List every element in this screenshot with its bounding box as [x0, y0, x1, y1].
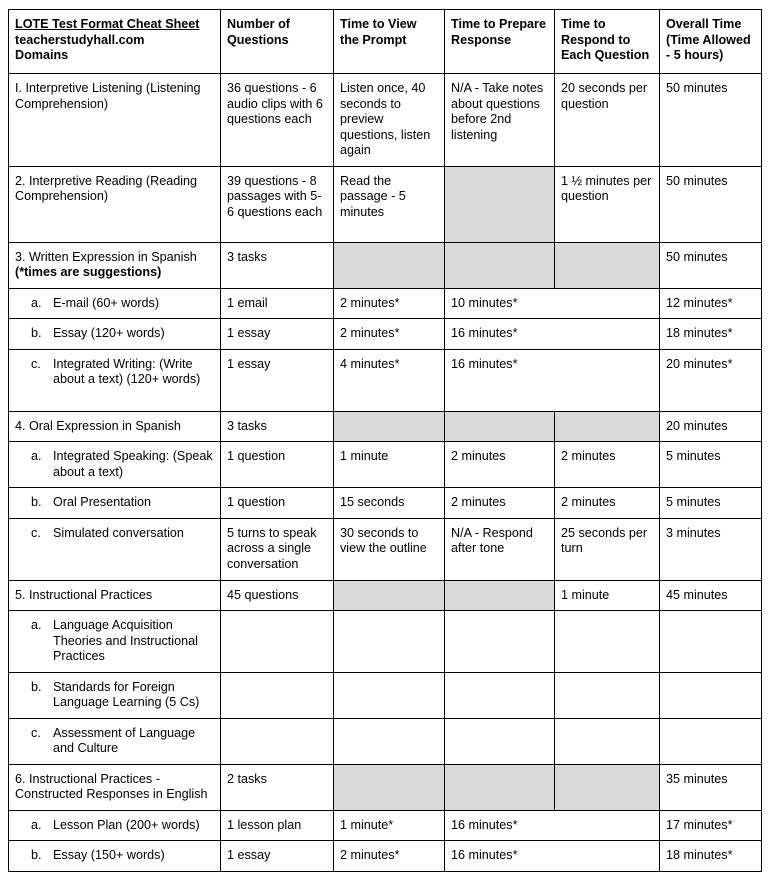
prepare-cell-empty — [445, 580, 555, 611]
view-cell-empty — [334, 764, 445, 810]
questions-cell: 1 question — [221, 488, 334, 519]
table-row — [9, 810, 762, 841]
domain-label: Lesson Plan (200+ words) — [53, 817, 200, 832]
questions-cell-empty — [221, 718, 334, 764]
domains-header: Domains — [15, 48, 69, 62]
overall-cell: 20 minutes* — [660, 349, 762, 411]
overall-cell: 45 minutes — [660, 580, 762, 611]
header-prepare: Time to Prepare Response — [445, 10, 555, 74]
header-overall: Overall Time (Time Allowed - 5 hours) — [660, 10, 762, 74]
domain-label: Integrated Speaking: (Speak about a text) — [53, 449, 213, 479]
respond-cell: 2 minutes — [555, 442, 660, 488]
domain-cell: I. Interpretive Listening (Listening Comprehension) — [9, 74, 221, 167]
table-row — [9, 74, 762, 167]
questions-cell: 39 questions - 8 passages with 5-6 questions each — [221, 166, 334, 242]
item-letter: a. — [31, 295, 42, 310]
domain-cell — [9, 319, 221, 350]
respond-cell-empty — [555, 242, 660, 288]
questions-cell: 1 question — [221, 442, 334, 488]
questions-cell: 1 essay — [221, 349, 334, 411]
domain-label: Essay (120+ words) — [53, 326, 165, 340]
header-row — [9, 10, 762, 74]
view-cell-empty — [334, 672, 445, 718]
table-row — [9, 580, 762, 611]
domain-cell: 5. Instructional Practices — [9, 580, 221, 611]
domain-label: Essay (150+ words) — [53, 848, 165, 862]
domain-label: Assessment of Language and Culture — [53, 725, 196, 755]
table-row — [9, 488, 762, 519]
overall-cell: 17 minutes* — [660, 810, 762, 841]
item-letter: b. — [31, 679, 42, 694]
table-row — [9, 288, 762, 319]
respond-cell: 1 minute — [555, 580, 660, 611]
domain-label: Integrated Writing: (Write about a text) (120+ words) — [53, 356, 201, 386]
cheat-sheet-table — [8, 9, 762, 872]
view-cell: 1 minute* — [334, 810, 445, 841]
overall-cell: 35 minutes — [660, 764, 762, 810]
view-cell-empty — [334, 411, 445, 442]
view-cell: 15 seconds — [334, 488, 445, 519]
questions-cell-empty — [221, 611, 334, 673]
prepare-cell: 2 minutes — [445, 488, 555, 519]
view-cell-empty — [334, 718, 445, 764]
view-cell: 4 minutes* — [334, 349, 445, 411]
overall-cell-empty — [660, 718, 762, 764]
domain-cell — [9, 672, 221, 718]
domain-cell — [9, 349, 221, 411]
view-cell: Listen once, 40 seconds to preview questions, listen again — [334, 74, 445, 167]
overall-cell: 18 minutes* — [660, 319, 762, 350]
item-letter: b. — [31, 848, 42, 862]
item-letter: a. — [31, 817, 42, 832]
view-cell: Read the passage - 5 minutes — [334, 166, 445, 242]
respond-cell-empty — [555, 672, 660, 718]
overall-cell-empty — [660, 611, 762, 673]
domain-label: Language Acquisition Theories and Instructional Practices — [53, 618, 198, 663]
respond-cell-empty — [555, 611, 660, 673]
respond-cell: 1 ½ minutes per question — [555, 166, 660, 242]
respond-cell: 2 minutes — [555, 488, 660, 519]
prepare-cell: N/A - Respond after tone — [445, 518, 555, 580]
table-row — [9, 166, 762, 242]
table-row — [9, 411, 762, 442]
overall-cell: 12 minutes* — [660, 288, 762, 319]
item-letter: b. — [31, 495, 42, 509]
site-name: teacherstudyhall.com — [15, 32, 145, 47]
questions-cell-empty — [221, 672, 334, 718]
respond-cell: 20 seconds per question — [555, 74, 660, 167]
questions-cell: 45 questions — [221, 580, 334, 611]
prep-respond-cell: 16 minutes* — [445, 810, 660, 841]
overall-cell-empty — [660, 672, 762, 718]
header-questions: Number of Questions — [221, 10, 334, 74]
domain-label: Standards for Foreign Language Learning (5 Cs) — [53, 679, 200, 709]
table-row — [9, 518, 762, 580]
prep-respond-cell: 16 minutes* — [445, 841, 660, 872]
prepare-cell-empty — [445, 611, 555, 673]
header-respond: Time to Respond to Each Question — [555, 10, 660, 74]
prepare-cell-empty — [445, 166, 555, 242]
table-row — [9, 841, 762, 872]
domain-cell — [9, 841, 221, 872]
view-cell: 30 seconds to view the outline — [334, 518, 445, 580]
domain-label: 3. Written Expression in Spanish — [15, 249, 197, 264]
domain-cell: 2. Interpretive Reading (Reading Comprehension) — [9, 166, 221, 242]
domain-cell — [9, 718, 221, 764]
item-letter: c. — [31, 356, 41, 371]
questions-cell: 1 email — [221, 288, 334, 319]
view-cell: 2 minutes* — [334, 288, 445, 319]
view-cell: 2 minutes* — [334, 841, 445, 872]
sheet-title: LOTE Test Format Cheat Sheet — [15, 17, 200, 31]
prep-respond-cell: 16 minutes* — [445, 319, 660, 350]
prepare-cell-empty — [445, 718, 555, 764]
prepare-cell: 2 minutes — [445, 442, 555, 488]
table-row — [9, 764, 762, 810]
respond-cell-empty — [555, 764, 660, 810]
respond-cell-empty — [555, 411, 660, 442]
overall-cell: 3 minutes — [660, 518, 762, 580]
questions-cell: 36 questions - 6 audio clips with 6 questions each — [221, 74, 334, 167]
domain-cell: 4. Oral Expression in Spanish — [9, 411, 221, 442]
prepare-cell: N/A - Take notes about questions before 2nd listening — [445, 74, 555, 167]
questions-cell: 1 essay — [221, 841, 334, 872]
domain-cell — [9, 442, 221, 488]
domain-cell — [9, 810, 221, 841]
prepare-cell-empty — [445, 242, 555, 288]
prepare-cell-empty — [445, 672, 555, 718]
view-cell: 1 minute — [334, 442, 445, 488]
respond-cell: 25 seconds per turn — [555, 518, 660, 580]
view-cell: 2 minutes* — [334, 319, 445, 350]
questions-cell: 2 tasks — [221, 764, 334, 810]
domain-note: (*times are suggestions) — [15, 265, 162, 279]
domain-cell — [9, 518, 221, 580]
item-letter: a. — [31, 449, 42, 463]
domain-label: E-mail (60+ words) — [53, 295, 160, 310]
domain-label: Simulated conversation — [53, 525, 184, 540]
domain-cell: 6. Instructional Practices - Constructed Responses in English — [9, 764, 221, 810]
prep-respond-cell: 16 minutes* — [445, 349, 660, 411]
item-letter: a. — [31, 618, 42, 632]
table-row — [9, 319, 762, 350]
view-cell-empty — [334, 242, 445, 288]
domain-cell — [9, 242, 221, 288]
table-row — [9, 672, 762, 718]
prepare-cell-empty — [445, 411, 555, 442]
respond-cell-empty — [555, 718, 660, 764]
header-domains-cell — [9, 10, 221, 74]
domain-label: Oral Presentation — [53, 495, 152, 509]
item-letter: b. — [31, 326, 42, 340]
domain-cell — [9, 611, 221, 673]
table-row — [9, 718, 762, 764]
questions-cell: 5 turns to speak across a single conversation — [221, 518, 334, 580]
table-row — [9, 442, 762, 488]
domain-cell — [9, 488, 221, 519]
table-row — [9, 242, 762, 288]
overall-cell: 50 minutes — [660, 166, 762, 242]
item-letter: c. — [31, 725, 41, 740]
questions-cell: 3 tasks — [221, 411, 334, 442]
view-cell-empty — [334, 580, 445, 611]
table-row — [9, 349, 762, 411]
item-letter: c. — [31, 525, 41, 540]
view-cell-empty — [334, 611, 445, 673]
overall-cell: 5 minutes — [660, 488, 762, 519]
prep-respond-cell: 10 minutes* — [445, 288, 660, 319]
questions-cell: 1 essay — [221, 319, 334, 350]
prepare-cell-empty — [445, 764, 555, 810]
questions-cell: 1 lesson plan — [221, 810, 334, 841]
overall-cell: 20 minutes — [660, 411, 762, 442]
overall-cell: 50 minutes — [660, 74, 762, 167]
overall-cell: 5 minutes — [660, 442, 762, 488]
domain-cell — [9, 288, 221, 319]
overall-cell: 50 minutes — [660, 242, 762, 288]
table-row — [9, 611, 762, 673]
header-view: Time to View the Prompt — [334, 10, 445, 74]
questions-cell: 3 tasks — [221, 242, 334, 288]
overall-cell: 18 minutes* — [660, 841, 762, 872]
